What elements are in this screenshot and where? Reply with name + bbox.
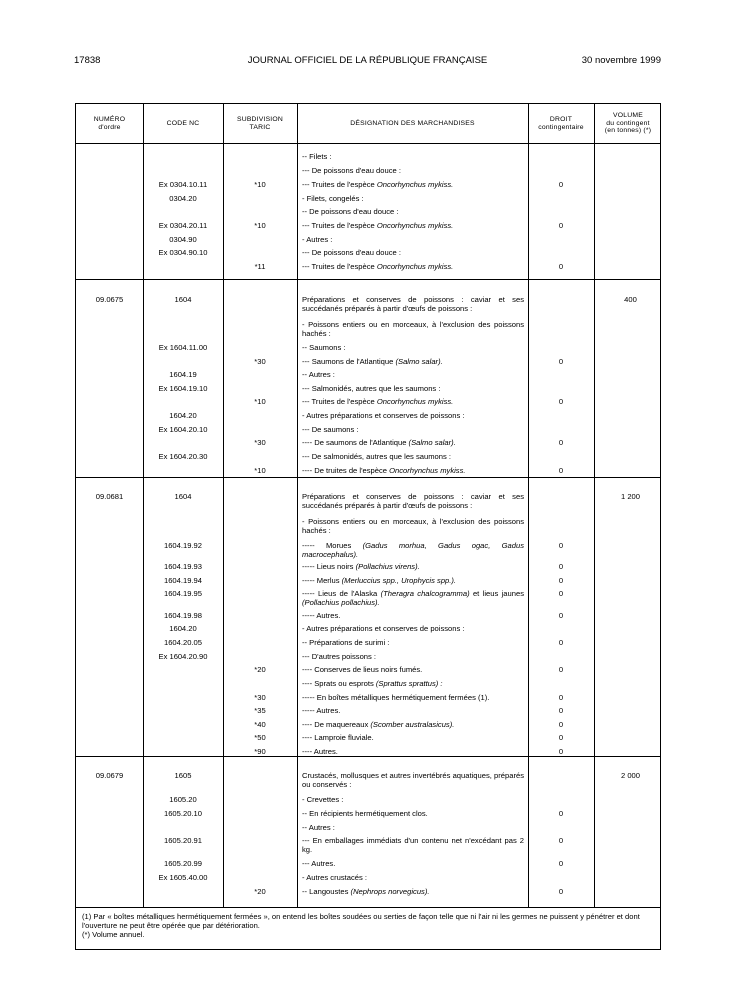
code-nc: Ex 1604.20.30 [158,452,208,461]
designation-text: ----- Merlus [302,576,342,585]
designation-text: -- Langoustes [302,887,351,896]
taric-subdivision: *35 [254,706,266,715]
droit-value: 0 [558,541,564,550]
species-name: Oncorhynchus mykiss. [389,466,466,475]
designation-text: Préparations et conserves de poissons : caviar et ses succédanés préparés à partir d'œufs de poissons : [302,492,524,510]
designation-text: -- Autres : [302,370,335,379]
designation-text: -- En récipients hermétiquement clos. [302,809,428,818]
designation [302,625,524,634]
designation-text: Crustacés, mollusques et autres invertébrés aquatiques, préparés ou conservés : [302,771,524,789]
designation-text: --- Salmonidés, autres que les saumons : [302,384,441,393]
designation [302,358,524,367]
species-name: (Gadus morhua, Gadus ogac, Gadus macrocephalus). [302,541,525,559]
designation-text: - Autres préparations et conserves de poissons : [302,411,465,420]
taric-subdivision: *40 [254,720,266,729]
code-nc: 0304.90 [169,235,197,244]
designation-text: - Autres préparations et conserves de poissons : [302,624,465,633]
designation [302,195,524,204]
designation [302,707,524,716]
species-name: (Pollachius pollachius). [302,597,380,607]
code-nc: 1604 [174,492,192,501]
code-nc: 1604 [174,295,192,304]
species-name: Oncorhynchus mykiss. [376,262,454,271]
taric-subdivision: *30 [254,438,266,447]
designation-text: -- Saumons : [302,343,346,352]
designation-text: - Crevettes : [302,795,344,804]
code-nc: 1604.20 [169,624,197,633]
designation-text: --- Truites de l'espèce [302,262,377,271]
code-nc: Ex 1604.20.90 [158,652,208,661]
quota-table [75,103,661,908]
designation [302,412,524,421]
quota-volume: 1 200 [620,492,640,501]
designation [302,860,524,869]
designation [302,874,524,883]
code-nc: 1604.19.93 [163,562,202,571]
footnote-1: (1) Par « boîtes métalliques hermétiquement fermées », on entend les boîtes soudées ou serties de façon telle que ni l'air ni les germes ne puissent y pénétrer et dont l'ouverture ne peut être opérée que par détérioration. [82,912,640,930]
designation [302,612,524,621]
droit-value: 0 [558,611,564,620]
species-name: (Scomber australasicus). [370,720,455,729]
species-name: (Salmo salar). [408,438,456,447]
designation [302,344,524,353]
designation-text: ----- Morues [302,541,363,550]
designation-text: et lieus jaunes [469,589,524,598]
species-name: (Merluccius spp., Urophycis spp.). [341,576,457,585]
designation-text: ----- Autres. [302,611,341,620]
species-name: (Pollachius virens). [355,562,420,571]
designation [302,542,524,559]
page-number: 17838 [74,55,101,66]
designation [302,590,524,607]
designation [302,321,524,338]
code-nc: 1605.20 [169,795,197,804]
quota-volume: 400 [624,295,637,304]
designation [302,653,524,662]
section-separator [76,477,660,478]
droit-value: 0 [558,262,564,271]
designation-text: ---- Autres. [302,747,338,756]
designation [302,181,524,190]
droit-value: 0 [558,720,564,729]
ordre-number: 09.0675 [95,295,124,304]
designation-text: ---- De truites de l'espèce [302,466,390,475]
droit-value: 0 [558,638,564,647]
designation [302,236,524,245]
droit-value: 0 [558,357,564,366]
designation-text: -- Préparations de surimi : [302,638,390,647]
designation-text: --- Truites de l'espèce [302,180,377,189]
col-header-volume: VOLUME du contingent (en tonnes) (*) [604,112,652,135]
designation-text: - Filets, congelés : [302,194,364,203]
designation-text: -- Autres : [302,823,335,832]
designation-text: -- Filets : [302,152,332,161]
designation-text: --- De poissons d'eau douce : [302,248,401,257]
code-nc: 1605.20.91 [163,836,202,845]
designation [302,153,524,162]
droit-value: 0 [558,809,564,818]
col-header-droit: DROIT contingentaire [538,116,584,131]
taric-subdivision: *10 [254,466,266,475]
designation-text: - Poissons entiers ou en morceaux, à l'exclusion des poissons hachés : [302,320,524,338]
designation [302,426,524,435]
section-separator [76,279,660,280]
designation-text: Préparations et conserves de poissons : caviar et ses succédanés préparés à partir d'œufs de poissons : [302,295,524,313]
taric-subdivision: *30 [254,357,266,366]
droit-value: 0 [558,180,564,189]
code-nc: 1604.19.95 [163,589,202,598]
droit-value: 0 [558,747,564,756]
page-header [74,55,661,69]
designation [302,721,524,730]
designation [302,439,524,448]
designation [302,772,524,789]
designation-text: - Autres crustacés : [302,873,367,882]
designation [302,796,524,805]
designation-text: ----- Autres. [302,706,341,715]
journal-title: JOURNAL OFFICIEL DE LA RÉPUBLIQUE FRANÇAISE [247,55,488,66]
code-nc: 1605.20.99 [163,859,202,868]
droit-value: 0 [558,562,564,571]
designation [302,680,524,689]
droit-value: 0 [558,665,564,674]
droit-value: 0 [558,397,564,406]
code-nc: Ex 1605.40.00 [158,873,208,882]
species-name: (Salmo salar). [395,357,443,366]
designation-text: ---- Sprats ou esprots [302,679,376,688]
designation [302,398,524,407]
col-header-ordre: NUMÉRO d'ordre [93,116,126,131]
designation-text: ---- De maquereaux [302,720,371,729]
issue-date: 30 novembre 1999 [581,55,661,66]
droit-value: 0 [558,438,564,447]
designation [302,493,524,510]
droit-value: 0 [558,733,564,742]
ordre-number: 09.0679 [95,771,124,780]
designation-text: ---- Conserves de lieus noirs fumés. [302,665,423,674]
code-nc: 1604.20 [169,411,197,420]
designation-text: ----- En boîtes métalliques hermétiquement fermées (1). [302,693,490,702]
designation-text: ----- Lieus de l'Alaska [302,589,381,598]
code-nc: Ex 1604.11.00 [158,343,208,352]
taric-subdivision: *10 [254,221,266,230]
section-separator [76,756,660,757]
designation-text: -- De poissons d'eau douce : [302,207,399,216]
designation-text: --- De salmonidés, autres que les saumons : [302,452,451,461]
taric-subdivision: *90 [254,747,266,756]
table-header [76,104,660,144]
designation [302,837,524,854]
designation [302,577,524,586]
designation [302,824,524,833]
designation [302,563,524,572]
code-nc: 1604.19.94 [163,576,202,585]
designation-text: ----- Lieus noirs [302,562,356,571]
designation [302,222,524,231]
column-divider [297,104,298,907]
code-nc: Ex 0304.10.11 [158,180,208,189]
species-name: (Nephrops norvegicus). [350,887,430,896]
code-nc: Ex 0304.90.10 [158,248,208,257]
designation [302,385,524,394]
droit-value: 0 [558,836,564,845]
designation [302,167,524,176]
designation-text: --- Saumons de l'Atlantique [302,357,396,366]
footnotes [75,908,661,950]
droit-value: 0 [558,887,564,896]
species-name: Oncorhynchus mykiss. [376,180,454,189]
droit-value: 0 [558,693,564,702]
code-nc: 1605.20.10 [163,809,202,818]
droit-value: 0 [558,576,564,585]
designation [302,810,524,819]
col-header-code-nc: CODE NC [166,119,200,127]
designation-text: ---- Lamproie fluviale. [302,733,374,742]
designation [302,371,524,380]
droit-value: 0 [558,466,564,475]
col-header-taric: SUBDIVISION TARIC [236,116,283,131]
footnote-2: (*) Volume annuel. [82,929,145,939]
species-name: (Sprattus sprattus) : [375,679,443,688]
species-name: Oncorhynchus mykiss. [376,221,454,230]
taric-subdivision: *10 [254,180,266,189]
column-divider [594,104,595,907]
taric-subdivision: *50 [254,733,266,742]
designation-text: ---- De saumons de l'Atlantique [302,438,409,447]
designation-text: - Poissons entiers ou en morceaux, à l'exclusion des poissons hachés : [302,517,524,535]
code-nc: 1605 [174,771,192,780]
designation [302,639,524,648]
droit-value: 0 [558,589,564,598]
designation-text: --- Truites de l'espèce [302,221,377,230]
code-nc: 0304.20 [169,194,197,203]
designation [302,518,524,535]
code-nc: Ex 0304.20.11 [158,221,208,230]
code-nc: 1604.19 [169,370,197,379]
designation-text: - Autres : [302,235,333,244]
quota-volume: 2 000 [620,771,640,780]
designation [302,249,524,258]
taric-subdivision: *30 [254,693,266,702]
ordre-number: 09.0681 [95,492,124,501]
species-name: Oncorhynchus mykiss. [376,397,454,406]
droit-value: 0 [558,706,564,715]
taric-subdivision: *20 [254,665,266,674]
designation [302,734,524,743]
designation-text: --- D'autres poissons : [302,652,377,661]
designation [302,694,524,703]
species-name: (Theragra chalcogramma) [380,589,470,598]
code-nc: 1604.20.05 [163,638,202,647]
code-nc: 1604.19.98 [163,611,202,620]
designation [302,208,524,217]
col-header-designation: DÉSIGNATION DES MARCHANDISES [350,119,475,127]
code-nc: Ex 1604.20.10 [158,425,208,434]
taric-subdivision: *20 [254,887,266,896]
taric-subdivision: *10 [254,397,266,406]
designation-text: --- En emballages immédiats d'un contenu net n'excédant pas 2 kg. [302,836,524,854]
designation-text: --- Truites de l'espèce [302,397,377,406]
designation-text: --- De poissons d'eau douce : [302,166,401,175]
taric-subdivision: *11 [254,262,266,271]
droit-value: 0 [558,859,564,868]
designation [302,453,524,462]
designation [302,467,524,476]
code-nc: 1604.19.92 [163,541,202,550]
designation-text: --- Autres. [302,859,336,868]
droit-value: 0 [558,221,564,230]
designation [302,666,524,675]
designation-text: --- De saumons : [302,425,359,434]
designation [302,263,524,272]
designation [302,888,524,897]
code-nc: Ex 1604.19.10 [158,384,208,393]
designation [302,296,524,313]
